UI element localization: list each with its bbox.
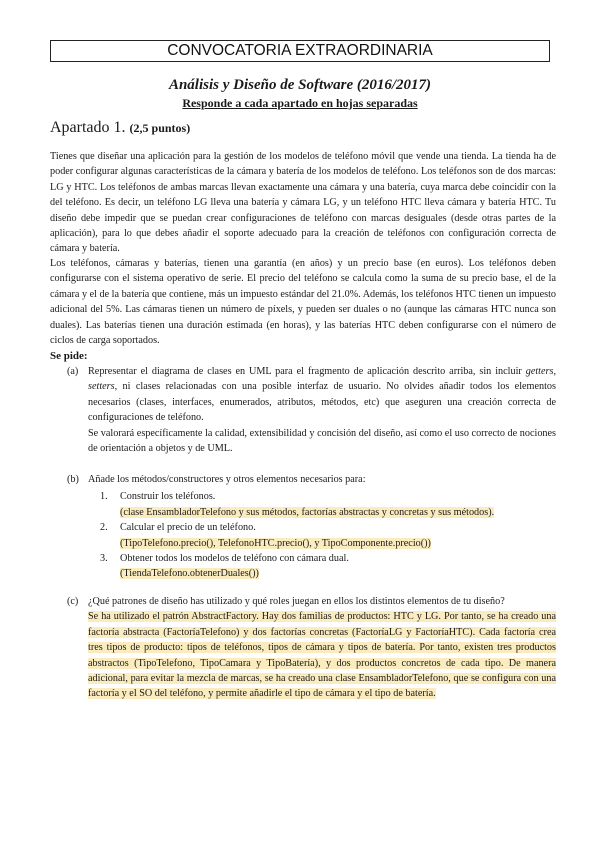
- question-a-mark: (a): [67, 366, 79, 377]
- question-a-body: [88, 364, 556, 456]
- question-b-mark: (b): [67, 474, 79, 485]
- section-title: Apartado 1.: [50, 119, 126, 136]
- question-c-mark: (c): [67, 596, 79, 607]
- section-heading: [50, 118, 190, 138]
- list-item-text: Construir los teléfonos.: [120, 491, 216, 503]
- question-a-text-before: Representar el diagrama de clases en UML para el fragmento de aplicación descrito arriba, sin incluir: [88, 366, 526, 377]
- term-getters: getters: [525, 366, 554, 377]
- term-setters: setters: [88, 381, 115, 393]
- statement-paragraph-1: Tienes que diseñar una aplicación para la gestión de los modelos de teléfono móvil que vende una tienda. La tienda ha de poder configurar algunas características de la cámara y batería de los modelos de teléfono. Los teléfonos son de dos marcas: LG y HTC. Los teléfonos de ambas marcas llevan exactamente una cámara y una batería, cuya marca debe coincidir con la del teléfono. Es decir, un teléfono LG lleva una batería y cámara LG, y un teléfono HTC lleva cámara y batería HTC. Tu diseño debe impedir que se puedan crear configuraciones de teléfono con marcas desiguales (desde otras partes de la aplicación), para lo que debes añadir el soporte adecuado para la creación de teléfonos con configuración correcta de cámara y batería.: [50, 151, 556, 255]
- list-item: [100, 489, 556, 520]
- question-c-body: [88, 594, 556, 702]
- question-c-text: ¿Qué patrones de diseño has utilizado y qué roles juegan en ellos los distintos elementos de tu diseño?: [88, 596, 505, 607]
- list-item: [100, 551, 556, 582]
- list-item-text: Calcular el precio de un teléfono.: [120, 522, 256, 534]
- question-b-text: Añade los métodos/constructores y otros elementos necesarios para:: [88, 474, 366, 485]
- list-item-answer: (TiendaTelefono.obtenerDuales()): [120, 568, 259, 580]
- instruction-line: Responde a cada apartado en hojas separadas: [182, 96, 418, 110]
- question-b-body: [88, 472, 556, 582]
- questions-label: Se pide:: [50, 350, 88, 362]
- list-item-answer: (clase EnsambladorTelefono y sus métodos, factorías abstractas y concretas y sus métodos).: [120, 506, 495, 518]
- list-item: [100, 520, 556, 551]
- exam-banner: CONVOCATORIA EXTRAORDINARIA: [50, 40, 550, 62]
- term-comma: ,: [553, 366, 556, 377]
- list-item-text: Obtener todos los modelos de teléfono con cámara dual.: [120, 553, 349, 565]
- question-a-text-after: , ni clases relacionadas con una posible interfaz de usuario. No olvides añadir todos los elementos necesarios (clases, interfaces, enumerados, atributos, métodos, etc) que aseguren una creación correcta de configuraciones de teléfono.: [88, 381, 556, 424]
- question-a-text: [88, 364, 556, 426]
- question-a-note: Se valorará específicamente la calidad, extensibilidad y concisión del diseño, así como el uso correcto de nociones de orientación a objetos y de UML.: [88, 427, 556, 455]
- list-item-number: 1.: [100, 491, 108, 503]
- list-item-number: 2.: [100, 522, 108, 534]
- list-item-number: 3.: [100, 553, 108, 565]
- subject-title: Análisis y Diseño de Software (2016/2017): [168, 77, 432, 93]
- question-b-list: [88, 489, 556, 581]
- question-c-answer: Se ha utilizado el patrón AbstractFactory. Hay dos familias de productos: HTC y LG. Por tanto, se ha creado una factoría abstracta (FactoríaTelefono) y dos factorías concretas (FactoríaLG y FactoríaHTC). Cada factoría crea tres tipos de producto: tipos de teléfonos, tipos de cámara y tipos de batería. Por tanto, existen tres productos abstractos (TipoTelefono, TipoCamara y TipoBatería), y dos productos concretos de cada tipo. De manera adicional, para evitar la mezcla de marcas, se ha creado una clase EnsambladorTelefono, que se configura con una factoría y el SO del teléfono, y permite añadirle el tipo de cámara y el tipo de batería.: [88, 611, 556, 700]
- section-points: (2,5 puntos): [129, 121, 191, 135]
- list-item-answer: (TipoTelefono.precio(), TelefonoHTC.precio(), y TipoComponente.precio()): [120, 537, 431, 549]
- statement-paragraph-2: Los teléfonos, cámaras y baterías, tienen una garantía (en años) y un precio base (en euros). Los teléfonos deben configurarse con el sistema operativo de serie. El precio del teléfono se calcula como la suma de su precio base, el de la cámara y el de la batería que contiene, más un impuesto estándar del 21.0%. Además, los teléfonos HTC tienen un impuesto adicional del 5%. Las cámaras tienen un número de píxels, y pueden ser duales o no (aunque las cámaras HTC nunca son duales). Las baterías tienen una duración estimada (en horas), y las baterías HTC deben configurarse con el número de ciclos de carga soportados.: [50, 258, 556, 347]
